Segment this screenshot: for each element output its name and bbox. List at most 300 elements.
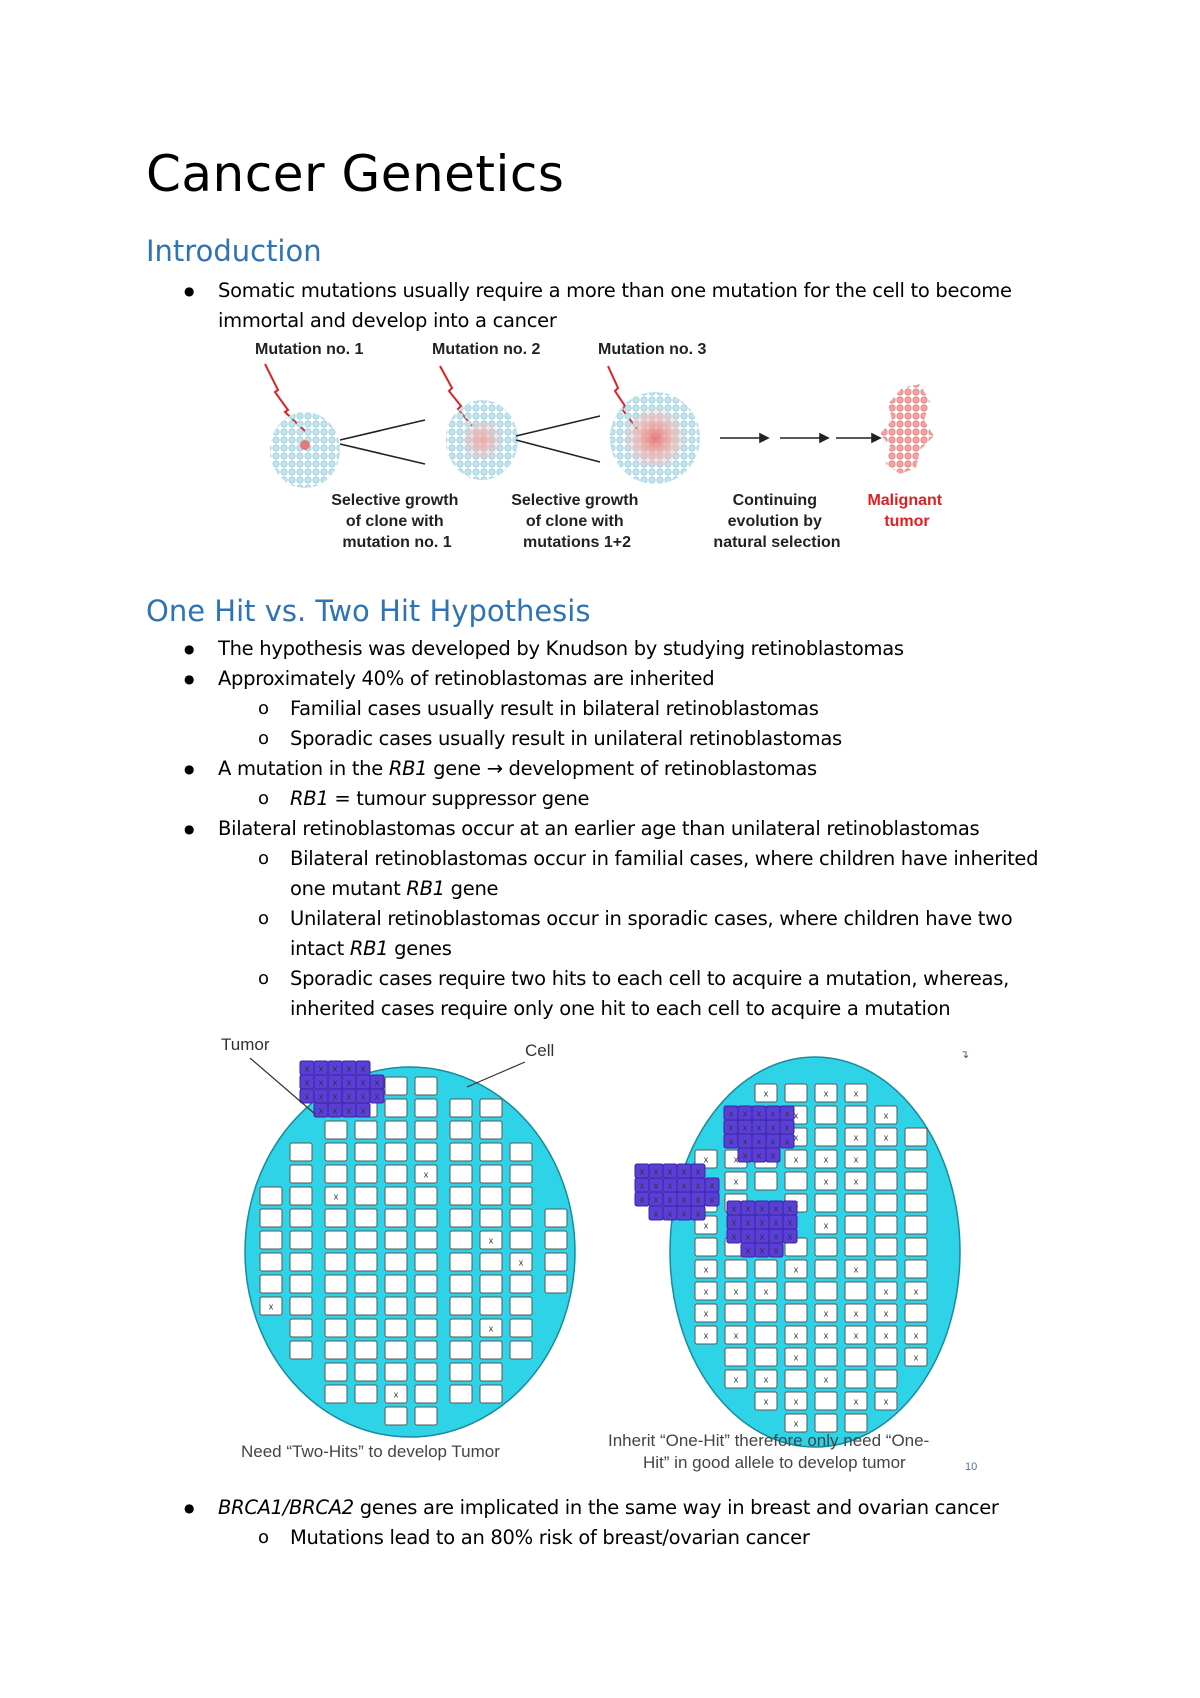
caption-selective-growth-2: Selective growth of clone with mutations 1+2 <box>511 492 639 551</box>
left-retina <box>245 1061 575 1437</box>
cell <box>385 1363 407 1381</box>
mutation-mark: x <box>763 1088 769 1099</box>
cell <box>355 1165 377 1183</box>
cell <box>290 1275 312 1293</box>
cell <box>415 1253 437 1271</box>
gene-name: RB1 <box>349 937 389 960</box>
cell <box>510 1319 532 1337</box>
text-fragment: Bilateral retinoblastomas occur in familial cases, where children have inherited one mutant <box>290 847 1039 900</box>
mutation-mark: x <box>883 1110 889 1121</box>
right-retina <box>635 1057 960 1447</box>
mutation-mark: x <box>695 1194 701 1205</box>
mutation-mark: x <box>733 1154 739 1165</box>
cell <box>290 1187 312 1205</box>
mutation-mark: x <box>304 1063 310 1074</box>
cell <box>415 1231 437 1249</box>
mutation-mark: x <box>709 1194 715 1205</box>
cell <box>480 1341 502 1359</box>
mutation-mark: x <box>742 1136 748 1147</box>
cell <box>450 1385 472 1403</box>
mutation-mark: x <box>709 1180 715 1191</box>
cell <box>415 1363 437 1381</box>
text-fragment: genes <box>388 937 452 960</box>
mutation-mark: x <box>332 1063 338 1074</box>
cell <box>845 1370 867 1388</box>
mutation-mark: x <box>773 1217 779 1228</box>
cell <box>510 1143 532 1161</box>
cell <box>480 1385 502 1403</box>
cell <box>290 1165 312 1183</box>
cell <box>480 1143 502 1161</box>
mutation-mark: x <box>784 1136 790 1147</box>
mutation-mark: x <box>823 1308 829 1319</box>
cell <box>785 1172 807 1190</box>
mutation-mark: x <box>731 1217 737 1228</box>
mutation-mark: x <box>374 1077 380 1088</box>
cell <box>415 1341 437 1359</box>
mutation-mark: x <box>787 1231 793 1242</box>
cell <box>385 1253 407 1271</box>
cell <box>290 1143 312 1161</box>
cell <box>510 1187 532 1205</box>
mutation-3-label: Mutation no. 3 <box>598 341 707 358</box>
mutation-mark: x <box>346 1077 352 1088</box>
mutation-mark: x <box>728 1122 734 1133</box>
clone-1 <box>270 412 340 488</box>
mutation-mark: x <box>756 1122 762 1133</box>
page-title: Cancer Genetics <box>146 145 565 203</box>
cell <box>415 1297 437 1315</box>
cell <box>480 1165 502 1183</box>
mutation-mark: x <box>733 1286 739 1297</box>
cell <box>845 1348 867 1366</box>
mutation-mark: x <box>793 1110 799 1121</box>
mutation-mark: x <box>360 1063 366 1074</box>
mutation-mark: x <box>667 1166 673 1177</box>
cell <box>785 1084 807 1102</box>
mutation-mark: x <box>681 1180 687 1191</box>
mutation-mark: x <box>318 1105 324 1116</box>
cell <box>325 1341 347 1359</box>
cell <box>815 1128 837 1146</box>
cell <box>450 1165 472 1183</box>
cell <box>480 1363 502 1381</box>
cell <box>815 1194 837 1212</box>
cell <box>545 1231 567 1249</box>
text-fragment: A mutation in the <box>218 757 389 780</box>
mutation-mark: x <box>853 1154 859 1165</box>
cell <box>845 1216 867 1234</box>
cell <box>260 1253 282 1271</box>
mutation-mark: x <box>773 1245 779 1256</box>
cell <box>355 1231 377 1249</box>
mutation-mark: x <box>770 1136 776 1147</box>
cell <box>545 1209 567 1227</box>
cell <box>815 1106 837 1124</box>
mutation-mark: x <box>770 1150 776 1161</box>
mutation-mark: x <box>823 1330 829 1341</box>
mutation-mark: x <box>703 1330 709 1341</box>
cell <box>480 1121 502 1139</box>
mutation-mark: x <box>853 1308 859 1319</box>
cell <box>875 1348 897 1366</box>
cell <box>325 1143 347 1161</box>
cell <box>905 1194 927 1212</box>
mutation-mark: x <box>759 1217 765 1228</box>
mutation-mark: x <box>793 1330 799 1341</box>
list-item <box>146 664 1066 754</box>
mutation-mark: x <box>731 1231 737 1242</box>
mutation-mark: x <box>653 1194 659 1205</box>
mutation-mark: x <box>667 1194 673 1205</box>
mutation-mark: x <box>733 1176 739 1187</box>
mutation-mark: x <box>773 1231 779 1242</box>
mutation-mark: x <box>346 1091 352 1102</box>
cell <box>385 1407 407 1425</box>
cell <box>385 1275 407 1293</box>
cell <box>355 1143 377 1161</box>
cell <box>815 1348 837 1366</box>
mutation-mark: x <box>488 1323 494 1334</box>
cell <box>875 1370 897 1388</box>
cell <box>450 1275 472 1293</box>
cell <box>785 1370 807 1388</box>
sub-bullet-text: Sporadic cases usually result in unilateral retinoblastomas <box>290 727 842 750</box>
cell <box>260 1209 282 1227</box>
cell <box>355 1341 377 1359</box>
cell <box>450 1363 472 1381</box>
cell <box>325 1231 347 1249</box>
cell <box>450 1341 472 1359</box>
mutation-mark: x <box>853 1176 859 1187</box>
mutation-mark: x <box>695 1180 701 1191</box>
cell <box>355 1319 377 1337</box>
cell <box>290 1231 312 1249</box>
mutation-mark: x <box>883 1396 889 1407</box>
mutation-1-label: Mutation no. 1 <box>255 341 364 358</box>
cell <box>450 1209 472 1227</box>
cell <box>415 1275 437 1293</box>
cell <box>695 1238 717 1256</box>
evolution-arrows <box>720 434 880 442</box>
mutation-mark: x <box>346 1063 352 1074</box>
sub-bullet-text: Mutations lead to an 80% risk of breast/ovarian cancer <box>290 1526 810 1549</box>
mutation-mark: x <box>853 1088 859 1099</box>
mutation-mark: x <box>770 1122 776 1133</box>
mutation-mark: x <box>742 1122 748 1133</box>
sub-list-item <box>218 964 1066 1024</box>
mutation-mark: x <box>756 1150 762 1161</box>
cell <box>355 1275 377 1293</box>
cell <box>260 1187 282 1205</box>
cell <box>755 1326 777 1344</box>
sub-list-item <box>218 694 1066 724</box>
cell <box>290 1341 312 1359</box>
cell <box>450 1187 472 1205</box>
mutation-mark: x <box>639 1166 645 1177</box>
caption-continuing-evolution: Continuing evolution by natural selection <box>713 492 841 551</box>
cell <box>415 1143 437 1161</box>
mutation-mark: x <box>742 1108 748 1119</box>
cell <box>480 1253 502 1271</box>
mutation-mark: x <box>823 1374 829 1385</box>
text-fragment: Unilateral retinoblastomas occur in sporadic cases, where children have two intact <box>290 907 1013 960</box>
mutation-mark: x <box>304 1091 310 1102</box>
cell <box>510 1275 532 1293</box>
mutation-mark: x <box>318 1077 324 1088</box>
cell <box>450 1143 472 1161</box>
mutation-mark: x <box>332 1091 338 1102</box>
cell <box>355 1209 377 1227</box>
cell <box>815 1392 837 1410</box>
hypothesis-list <box>146 634 1066 1024</box>
mutation-mark: x <box>763 1286 769 1297</box>
bullet-text: Somatic mutations usually require a more than one mutation for the cell to become immortal and develop into a cancer <box>218 279 1012 332</box>
cell <box>905 1238 927 1256</box>
mutation-mark: x <box>360 1105 366 1116</box>
cell <box>755 1304 777 1322</box>
mutation-mark: x <box>360 1091 366 1102</box>
mutation-mark: x <box>653 1166 659 1177</box>
heading-hypothesis: One Hit vs. Two Hit Hypothesis <box>146 594 591 628</box>
cell <box>415 1077 437 1095</box>
mutation-mark: x <box>913 1286 919 1297</box>
cell <box>325 1209 347 1227</box>
bullet-text: Bilateral retinoblastomas occur at an earlier age than unilateral retinoblastomas <box>218 817 980 840</box>
sub-list-item <box>218 784 1066 814</box>
mutation-mark: x <box>667 1208 673 1219</box>
mutation-mark: x <box>759 1231 765 1242</box>
mutation-mark: x <box>913 1352 919 1363</box>
cell <box>415 1209 437 1227</box>
cell-pointer <box>467 1062 525 1087</box>
cell <box>385 1341 407 1359</box>
cell <box>355 1363 377 1381</box>
cell <box>385 1231 407 1249</box>
cell <box>905 1260 927 1278</box>
intro-list <box>146 276 1066 336</box>
sub-list-item <box>218 1523 1066 1553</box>
cell <box>905 1172 927 1190</box>
cell <box>325 1275 347 1293</box>
cell <box>290 1209 312 1227</box>
cell <box>755 1348 777 1366</box>
cell <box>325 1319 347 1337</box>
mutation-mark: x <box>703 1264 709 1275</box>
mutation-mark: x <box>793 1132 799 1143</box>
mutation-mark: x <box>853 1396 859 1407</box>
cell <box>385 1297 407 1315</box>
mutation-mark: x <box>773 1203 779 1214</box>
cell <box>355 1297 377 1315</box>
cell <box>450 1231 472 1249</box>
cell <box>450 1319 472 1337</box>
mutation-mark: x <box>703 1286 709 1297</box>
cell <box>385 1121 407 1139</box>
cell <box>415 1121 437 1139</box>
cell <box>290 1319 312 1337</box>
mutation-mark: x <box>518 1257 524 1268</box>
mutation-mark: x <box>913 1330 919 1341</box>
cell <box>325 1253 347 1271</box>
cell <box>480 1275 502 1293</box>
sub-bullet-text: Familial cases usually result in bilateral retinoblastomas <box>290 697 819 720</box>
mutation-mark: x <box>374 1091 380 1102</box>
mutation-mark: x <box>667 1180 673 1191</box>
cell <box>875 1260 897 1278</box>
mutation-mark: x <box>695 1208 701 1219</box>
mutation-mark: x <box>745 1217 751 1228</box>
mutation-mark: x <box>728 1108 734 1119</box>
mutation-mark: x <box>823 1220 829 1231</box>
mutation-mark: x <box>793 1418 799 1429</box>
gene-name: RB1 <box>406 877 445 900</box>
mutation-mark: x <box>793 1352 799 1363</box>
cell <box>355 1253 377 1271</box>
mutation-mark: x <box>883 1330 889 1341</box>
mutation-mark: x <box>793 1264 799 1275</box>
cell <box>325 1297 347 1315</box>
text-fragment: gene <box>444 877 499 900</box>
mutation-mark: x <box>332 1077 338 1088</box>
cell <box>415 1407 437 1425</box>
mutation-mark: x <box>731 1203 737 1214</box>
cell <box>415 1099 437 1117</box>
mutation-mark: x <box>853 1132 859 1143</box>
cell <box>450 1253 472 1271</box>
mutation-mark: x <box>763 1396 769 1407</box>
cell <box>755 1172 777 1190</box>
cursor-icon: ↴ <box>960 1049 970 1061</box>
cell <box>325 1165 347 1183</box>
mutation-mark: x <box>268 1301 274 1312</box>
cell <box>290 1253 312 1271</box>
cell <box>290 1297 312 1315</box>
mutation-mark: x <box>883 1286 889 1297</box>
right-caption-line-2: Hit” in good allele to develop tumor <box>643 1453 906 1472</box>
mutation-mark: x <box>360 1077 366 1088</box>
cell <box>480 1187 502 1205</box>
cell <box>875 1194 897 1212</box>
sub-list-item <box>218 904 1066 964</box>
mutation-mark: x <box>423 1169 429 1180</box>
sub-bullet-text: Sporadic cases require two hits to each cell to acquire a mutation, whereas, inherited cases require only one hit to each cell to acquire a mutation <box>290 967 1009 1020</box>
mutation-mark: x <box>823 1154 829 1165</box>
mutation-mark: x <box>793 1154 799 1165</box>
gene-name: RB1 <box>290 787 329 810</box>
cell <box>260 1275 282 1293</box>
cell <box>480 1297 502 1315</box>
cell <box>815 1282 837 1300</box>
cell <box>875 1216 897 1234</box>
clone-2 <box>446 400 518 480</box>
mutation-mark: x <box>703 1220 709 1231</box>
cell <box>260 1231 282 1249</box>
cell <box>450 1297 472 1315</box>
mutation-mark: x <box>333 1191 339 1202</box>
mutation-mark: x <box>488 1235 494 1246</box>
mutation-mark: x <box>653 1180 659 1191</box>
cell <box>725 1260 747 1278</box>
text-fragment: genes are implicated in the same way in breast and ovarian cancer <box>353 1496 999 1519</box>
cell-label: Cell <box>525 1041 555 1060</box>
cell <box>510 1341 532 1359</box>
cell <box>355 1385 377 1403</box>
mutation-mark: x <box>823 1176 829 1187</box>
mutation-mark: x <box>787 1217 793 1228</box>
cell <box>355 1187 377 1205</box>
mutation-mark: x <box>759 1245 765 1256</box>
mutation-mark: x <box>332 1105 338 1116</box>
heading-introduction: Introduction <box>146 234 322 268</box>
cell <box>875 1172 897 1190</box>
mutation-mark: x <box>853 1330 859 1341</box>
caption-malignant-tumor: Malignant tumor <box>867 492 943 530</box>
mutation-mark: x <box>639 1194 645 1205</box>
cell <box>480 1099 502 1117</box>
mutation-mark: x <box>346 1105 352 1116</box>
cell <box>845 1414 867 1432</box>
cell <box>325 1385 347 1403</box>
cell <box>415 1385 437 1403</box>
cell <box>875 1150 897 1168</box>
cell <box>545 1275 567 1293</box>
cell <box>450 1099 472 1117</box>
mutation-mark: x <box>703 1308 709 1319</box>
cell <box>725 1348 747 1366</box>
cell <box>385 1319 407 1337</box>
malignant-tumor-cluster <box>880 384 934 474</box>
mutation-mark: x <box>318 1063 324 1074</box>
sub-list-item <box>218 844 1066 904</box>
mutation-mark: x <box>681 1194 687 1205</box>
mutation-mark: x <box>703 1154 709 1165</box>
slide-number: 10 <box>965 1461 978 1473</box>
mutation-mark: x <box>695 1166 701 1177</box>
left-caption: Need “Two-Hits” to develop Tumor <box>241 1442 500 1461</box>
bullet-text: Approximately 40% of retinoblastomas are inherited <box>218 667 715 690</box>
cell <box>510 1297 532 1315</box>
mutation-mark: x <box>318 1091 324 1102</box>
cell <box>905 1150 927 1168</box>
cell <box>385 1187 407 1205</box>
cell <box>905 1216 927 1234</box>
cell <box>845 1282 867 1300</box>
cell <box>545 1253 567 1271</box>
mutation-mark: x <box>653 1208 659 1219</box>
cell <box>845 1238 867 1256</box>
cell <box>385 1209 407 1227</box>
cell <box>875 1238 897 1256</box>
tumor-label: Tumor <box>221 1035 270 1054</box>
cell <box>510 1209 532 1227</box>
cell <box>415 1187 437 1205</box>
cell <box>450 1121 472 1139</box>
right-caption-line-1: Inherit “One-Hit” therefore only need “One- <box>608 1431 930 1450</box>
cell <box>815 1260 837 1278</box>
list-item <box>146 634 1066 664</box>
clonal-evolution-figure <box>240 340 960 555</box>
gene-name: BRCA1/BRCA2 <box>218 1496 354 1519</box>
mutation-mark: x <box>770 1108 776 1119</box>
mutation-mark: x <box>853 1264 859 1275</box>
mutation-mark: x <box>639 1180 645 1191</box>
cell <box>905 1128 927 1146</box>
mutation-mark: x <box>745 1245 751 1256</box>
mutation-mark: x <box>681 1166 687 1177</box>
bullet-text: The hypothesis was developed by Knudson by studying retinoblastomas <box>218 637 904 660</box>
cell <box>510 1231 532 1249</box>
